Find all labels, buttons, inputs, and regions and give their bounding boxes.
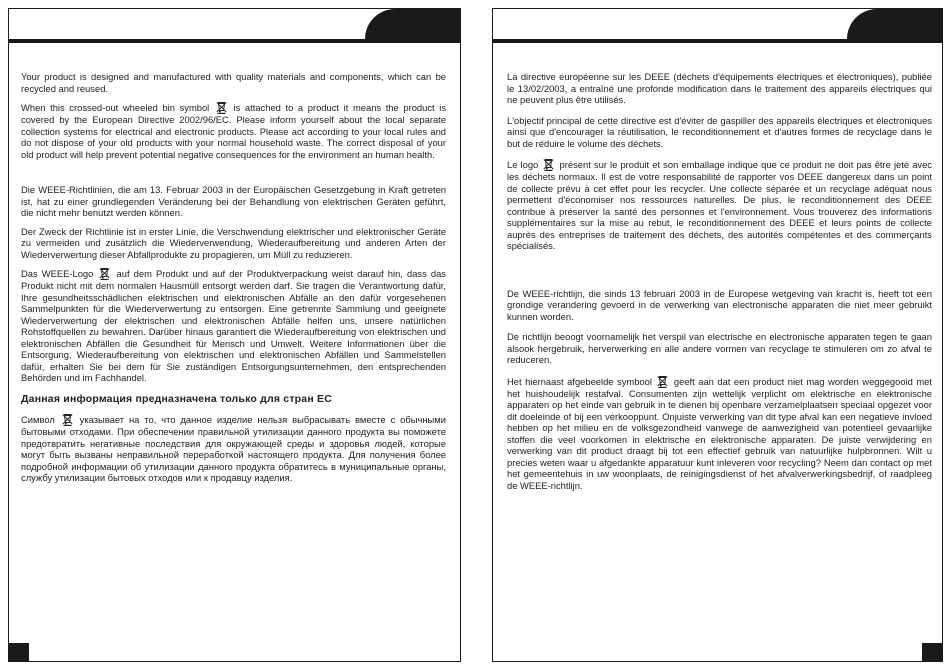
right-page: [492, 8, 943, 662]
corner-mark: [922, 643, 942, 661]
dutch-paragraph-3-start: Het hiernaast afgebeelde symbool: [507, 375, 652, 387]
crossed-out-wheeled-bin-icon: [62, 413, 73, 426]
corner-mark: [9, 643, 29, 661]
english-paragraph-2-end: is attached to a product it means the product is covered by the European Directive 2002/96/EC. Please inform yourself about the local separate collection systems for electrical and electronic products. Please act according to your local rules and do not dispose of your old products with your normal household waste. The correct disposal of your old product will help prevent potential negative consequences for the environment an human health.: [21, 102, 447, 160]
dutch-paragraph-3-end: geeft aan dat een product niet mag worden weggegooid met het huishoudelijk restafval. Consumenten zijn wettelijk verplicht om elektrische en elektronische apparaten op het einde van gebruik in te dienen bij openbare verzamelplaatsen speciaal opgezet voor dit doeleinde of bij een verkooppunt. Onjuiste verwerking van dit type afval kan een negatieve invloed hebben op het milieu en de volksgezondheid vanwege de aanwezigheid van potentieel gevaarlijke stoffen die veel voorkomen in elektrische en elektronische apparaten. De juiste verwijdering en verwerking van dit product draagt bij tot een effectief gebruik van natuurlijke hulpbronnen. Wilt u precies weten waar u afgedankte apparatuur kunt inleveren voor recycling? Neem dan contact op met het gemeentehuis in uw woonplaats, de reinigingsdienst of het afvalverwerkingsbedrijf, of raadpleeg de WEEE-richtlijn.: [507, 375, 932, 491]
header-tab: [365, 9, 460, 43]
english-paragraph-2-start: When this crossed-out wheeled bin symbol: [21, 102, 210, 113]
french-paragraph-3-start: Le logo: [507, 159, 539, 170]
german-paragraph-2: Der Zweck der Richtlinie ist in erster Linie, die Verschwendung elektrischer und elektronischer Geräte zu vermeiden und zusätzlich die Wiederverwendung, Wiederaufbereitung und anderen Arten der Wiederverwertung dieser Abfallprodukte zu propagieren, um Müll zu reduzieren.: [21, 225, 446, 260]
russian-paragraph-start: Символ: [21, 414, 55, 425]
right-page-content: [507, 71, 932, 491]
french-paragraph-3: [507, 158, 932, 252]
dutch-paragraph-3: [507, 375, 932, 492]
crossed-out-wheeled-bin-icon: [216, 101, 227, 114]
header-tab: [847, 9, 942, 43]
crossed-out-wheeled-bin-icon: [657, 375, 668, 388]
french-paragraph-1: La directive européenne sur les DEEE (déchets d'équipements électriques et électroniques), publiée le 13/02/2003, a entraîné une profonde modification dans le traitement des appareils électriques qui ne peuvent plus être utilisés.: [507, 71, 932, 105]
russian-paragraph-end: указывает на то, что данное изделие нельзя выбрасывать вместе с обычными бытовыми отходами. При обеспечении правильной утилизации данного продукта вы поможете предотвратить негативные последствия для окружающей среды и здоровья людей, которые могут быть вызваны неправильной переработкой настоящего продукта. Для получения более подробной информации об утилизации данного продукта обратитесь в муниципальные органы, службу утилизации бытовых отходов или к продавцу изделия.: [21, 414, 446, 483]
russian-heading: Данная информация предназначена только для стран ЕС: [21, 392, 332, 405]
left-page: [8, 8, 461, 662]
french-paragraph-3-end: présent sur le produit et son emballage indique que ce produit ne doit pas être jeté avec les déchets normaux. Il est de votre responsabilité de rapporter vos DEEE dangereux dans un point de collecte prévu à cet effet pour les recycler. Une collecte séparée et un recyclage adéquat nous permettent d'économiser nos ressources naturelles. De plus, le reconditionnement des DEEE contribue à préserver la santé des personnes et l'environnement. Vous trouverez des informations supplémentaires sur la mise au rebut, le reconditionnement des DEEE et leurs points de collecte auprès des entreprises de traitement des déchets, des autorités compétentes et des commerçants spécialisés.: [507, 159, 932, 251]
english-paragraph-1: Your product is designed and manufactured with quality materials and components, which can be recycled and reused.: [21, 71, 446, 94]
left-page-content: [21, 71, 446, 484]
dutch-paragraph-2: De richtlijn beoogt voornamelijk het verspil van electrische en electronische apparaten tegen te gaan alsook hergebruik, herverwerking en alle andere vormen van recyclage te stimuleren om zo afval te reduceren.: [507, 331, 932, 365]
french-paragraph-2: L'objectif principal de cette directive est d'éviter de gaspiller des appareils électriques et électroniques ainsi que d'encourager la réutilisation, le reconditionnement et d'autres formes de recyclage dans le but de réduire le volume des déchets.: [507, 114, 932, 149]
crossed-out-wheeled-bin-icon: [543, 158, 554, 171]
english-paragraph-2: [21, 101, 446, 160]
german-paragraph-1: Die WEEE-Richtlinien, die am 13. Februar 2003 in der Europäischen Gesetzgebung in Kraft getreten ist, hat zu einer grundlegenden Veränderung bei der Behandlung von elektrischen Geräten geführt, die nicht mehr benutzt werden können.: [21, 184, 446, 218]
german-paragraph-3: [21, 267, 446, 384]
crossed-out-wheeled-bin-icon: [99, 267, 110, 280]
german-paragraph-3-start: Das WEEE-Logo: [21, 268, 94, 279]
dutch-paragraph-1: De WEEE-richtlijn, die sinds 13 februari 2003 in de Europese wetgeving van kracht is, heeft tot een grondige verandering gevoerd in de verwerking van electronische apparaten die niet meer gebruikt kunnen worden.: [507, 287, 932, 322]
russian-paragraph: [21, 413, 446, 484]
german-paragraph-3-end: auf dem Produkt und auf der Produktverpackung weist darauf hin, dass das Produkt nicht mit dem normalen Hausmüll entsorgt werden darf. Sie tragen die Verantwortung dafür, Ihre gesundheitsschädlichen elektrischen und elektronischen Abfälle an den dafür vorgesehenen Sammelpunkten für die Wiederverwertung zu entsorgen. Eine getrennte Sammlung und geeignete Wiederverwertung der elektrischen und elektronischen Abfälle helfen uns, unsere natürlichen Rohstoffquellen zu bewahren. Darüber hinaus garantiert die Wiederaufbereitung von elektrischen und elektronischen Abfällen die Gesundheit für Mensch und Umwelt. Weitere Informationen über die Entsorgung, Wiederaufbereitung von elektrischen und elektronischen Abfällen und Sammelstellen dafür, erhalten Sie bei dem für Sie zuständigen Entsorgungsunternehmen, den entsprechenden Behörden und im Fachhandel.: [21, 268, 446, 383]
